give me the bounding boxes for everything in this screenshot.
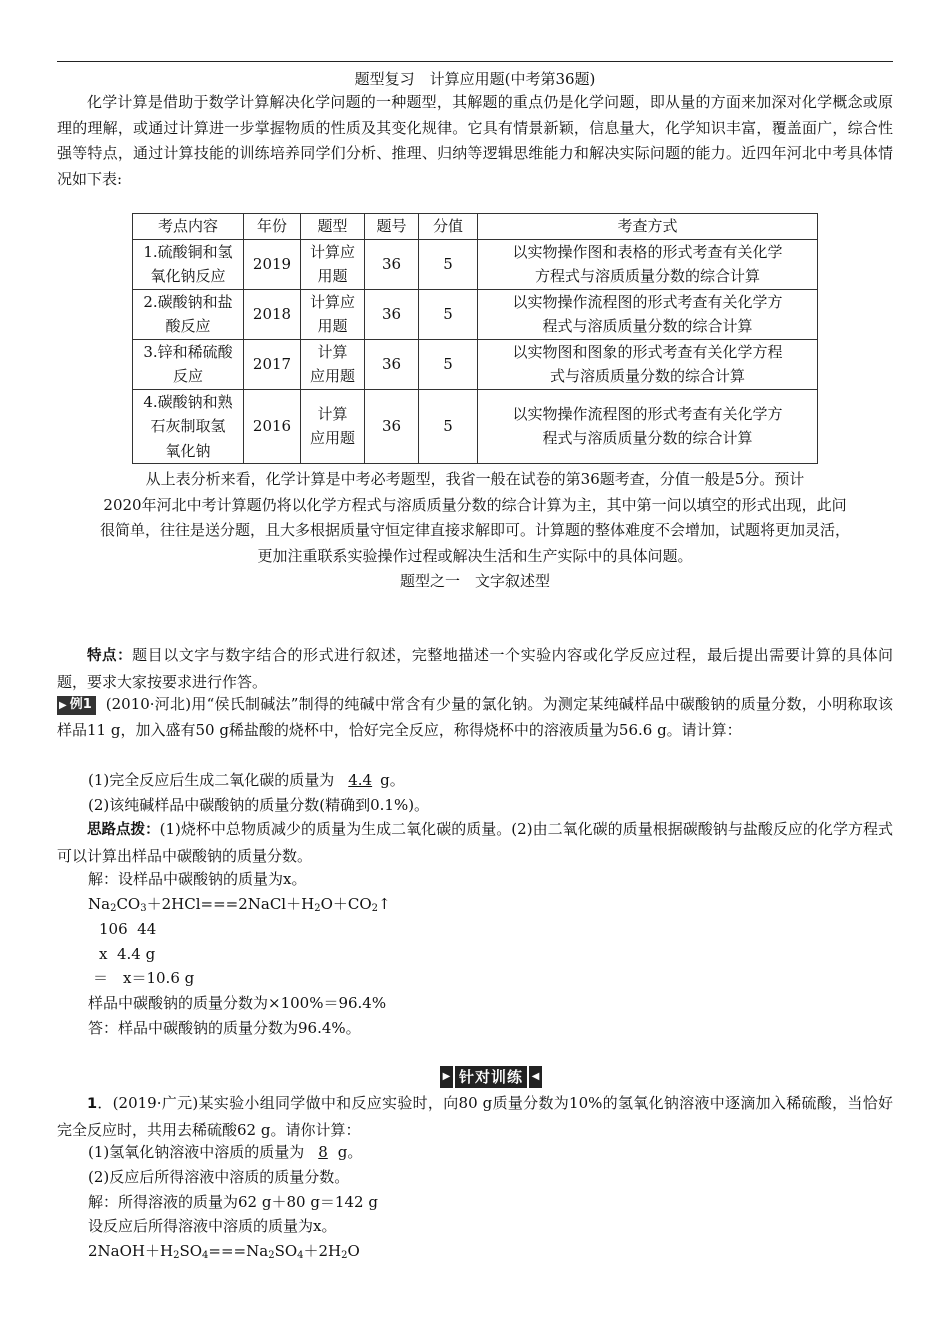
cell-content: 3.锌和稀硫酸 反应 — [133, 339, 244, 389]
training-q2: (2)反应后所得溶液中溶质的质量分数。 — [88, 1168, 350, 1186]
cell-score: 5 — [419, 339, 478, 389]
question-number: 1 — [87, 1096, 98, 1112]
cell-content: 1.硫酸铜和氢 氧化钠反应 — [133, 239, 244, 289]
example-q1: (1)完全反应后生成二氧化碳的质量为 4.4 g。 — [88, 771, 405, 789]
ratio-line: x 4.4 g — [99, 945, 156, 963]
solution-line: 设反应后所得溶液中溶质的质量为x。 — [88, 1217, 337, 1235]
feature-label: 特点： — [87, 648, 133, 664]
table-header-row — [133, 214, 818, 240]
training-label: 针对训练 — [455, 1066, 527, 1088]
example-q1-answer: 4.4 — [348, 771, 373, 789]
table-row — [133, 339, 818, 389]
cell-way: 以实物操作流程图的形式考查有关化学方 程式与溶质质量分数的综合计算 — [478, 289, 818, 339]
left-triangle-icon: ◀ — [529, 1066, 542, 1088]
cell-year: 2019 — [244, 239, 301, 289]
cell-no: 36 — [365, 339, 419, 389]
col-header: 考点内容 — [133, 214, 244, 240]
example-badge: ▶ 例1 — [57, 696, 96, 715]
fraction-line: 样品中碳酸钠的质量分数为×100%＝96.4% — [88, 994, 387, 1012]
feature-paragraph: 特点：题目以文字与数字结合的形式进行叙述，完整地描述一个实验内容或化学反应过程，最后提出需要计算的具体问题，要求大家按要求进行作答。 — [57, 646, 893, 691]
chemical-equation: $Na_2CO_3+2HCl===2NaCl+H_2O+CO_2↑$ — [88, 895, 391, 914]
cell-year: 2017 — [244, 339, 301, 389]
cell-no: 36 — [365, 389, 419, 464]
exam-table — [132, 213, 818, 464]
training-q1: (1)氢氧化钠溶液中溶质的质量为 8 g。 — [88, 1143, 363, 1161]
cell-type: 计算 应用题 — [301, 339, 365, 389]
hint-label: 思路点拨： — [87, 822, 160, 838]
cell-score: 5 — [419, 389, 478, 464]
page-title: 题型复习 计算应用题(中考第36题) — [354, 70, 596, 88]
solution-line: 解：所得溶液的质量为62 g＋80 g＝142 g — [88, 1193, 378, 1211]
col-header: 题型 — [301, 214, 365, 240]
training-banner — [440, 1066, 542, 1088]
proportion-line: ＝ x＝10.6 g — [93, 969, 195, 987]
cell-content: 2.碳酸钠和盐 酸反应 — [133, 289, 244, 339]
answer-line: 答：样品中碳酸钠的质量分数为96.4%。 — [88, 1019, 361, 1037]
cell-no: 36 — [365, 239, 419, 289]
cell-content: 4.碳酸钠和熟 石灰制取氢 氧化钠 — [133, 389, 244, 464]
training-question: 1．(2019·广元)某实验小组同学做中和反应实验时，向80 g质量分数为10%的氢氧化钠溶液中逐滴加入稀硫酸，当恰好完全反应时，共用去稀硫酸62 g。请你计算： — [57, 1094, 893, 1139]
col-header: 题号 — [365, 214, 419, 240]
col-header: 分值 — [419, 214, 478, 240]
cell-type: 计算应 用题 — [301, 239, 365, 289]
cell-way: 以实物操作图和表格的形式考查有关化学 方程式与溶质质量分数的综合计算 — [478, 239, 818, 289]
cell-year: 2016 — [244, 389, 301, 464]
cell-way: 以实物操作流程图的形式考查有关化学方 程式与溶质质量分数的综合计算 — [478, 389, 818, 464]
col-header: 考查方式 — [478, 214, 818, 240]
table-row — [133, 389, 818, 464]
cell-no: 36 — [365, 289, 419, 339]
cell-year: 2018 — [244, 289, 301, 339]
cell-score: 5 — [419, 239, 478, 289]
col-header: 年份 — [244, 214, 301, 240]
example-paragraph: ▶ 例1 (2010·河北)用“侯氏制碱法”制得的纯碱中常含有少量的氯化钠。为测定某纯碱样品中碳酸钠的质量分数，小明称取该样品11 g，加入盛有50 g稀盐酸的烧杯中，恰好完全反应，称得烧杯中的溶液质量为56.6 g。请计算： — [57, 695, 893, 739]
solution-line: 解：设样品中碳酸钠的质量为x。 — [88, 870, 307, 888]
analysis-paragraph: 从上表分析来看，化学计算是中考必考题型，我省一般在试卷的第36题考查，分值一般是5分。预计 2020年河北中考计算题仍将以化学方程式与溶质质量分数的综合计算为主，其中第一问以填空的形式出现，此问 很简单，往往是送分题，且大多根据质量守恒定律直接求解即可。计算题的整体难度不会增加，试题将更加灵活， 更加注重联系实验操作过程或解决生活和生产实际中的具体问题。 — [99, 470, 850, 565]
cell-type: 计算 应用题 — [301, 389, 365, 464]
hint-paragraph: 思路点拨：(1)烧杯中总物质减少的质量为生成二氧化碳的质量。(2)由二氧化碳的质量根据碳酸钠与盐酸反应的化学方程式可以计算出样品中碳酸钠的质量分数。 — [57, 820, 894, 865]
right-triangle-icon: ▶ — [440, 1066, 453, 1088]
cell-score: 5 — [419, 289, 478, 339]
intro-paragraph: 化学计算是借助于数学计算解决化学问题的一种题型，其解题的重点仍是化学问题，即从量的方面来加深对化学概念或原理的理解，或通过计算进一步掌握物质的性质及其变化规律。它具有情景新颖，信息量大，化学知识丰富，覆盖面广，综合性强等特点，通过计算技能的训练培养同学们分析、推理、归纳等逻辑思维能力和解决实际问题的能力。近四年河北中考具体情况如下表: — [57, 93, 893, 188]
table-row — [133, 289, 818, 339]
table-row — [133, 239, 818, 289]
training-q1-answer: 8 — [318, 1143, 328, 1161]
header-rule — [57, 61, 893, 62]
cell-type: 计算应 用题 — [301, 289, 365, 339]
chemical-equation: $2NaOH+H_2SO_4===Na_2SO_4+2H_2O$ — [88, 1242, 360, 1261]
ratio-line: 106 44 — [99, 920, 157, 938]
example-q2: (2)该纯碱样品中碳酸钠的质量分数(精确到0.1%)。 — [88, 796, 430, 814]
cell-way: 以实物图和图象的形式考查有关化学方程 式与溶质质量分数的综合计算 — [478, 339, 818, 389]
triangle-icon: ▶ — [59, 700, 67, 711]
section-title: 题型之一 文字叙述型 — [399, 572, 550, 590]
